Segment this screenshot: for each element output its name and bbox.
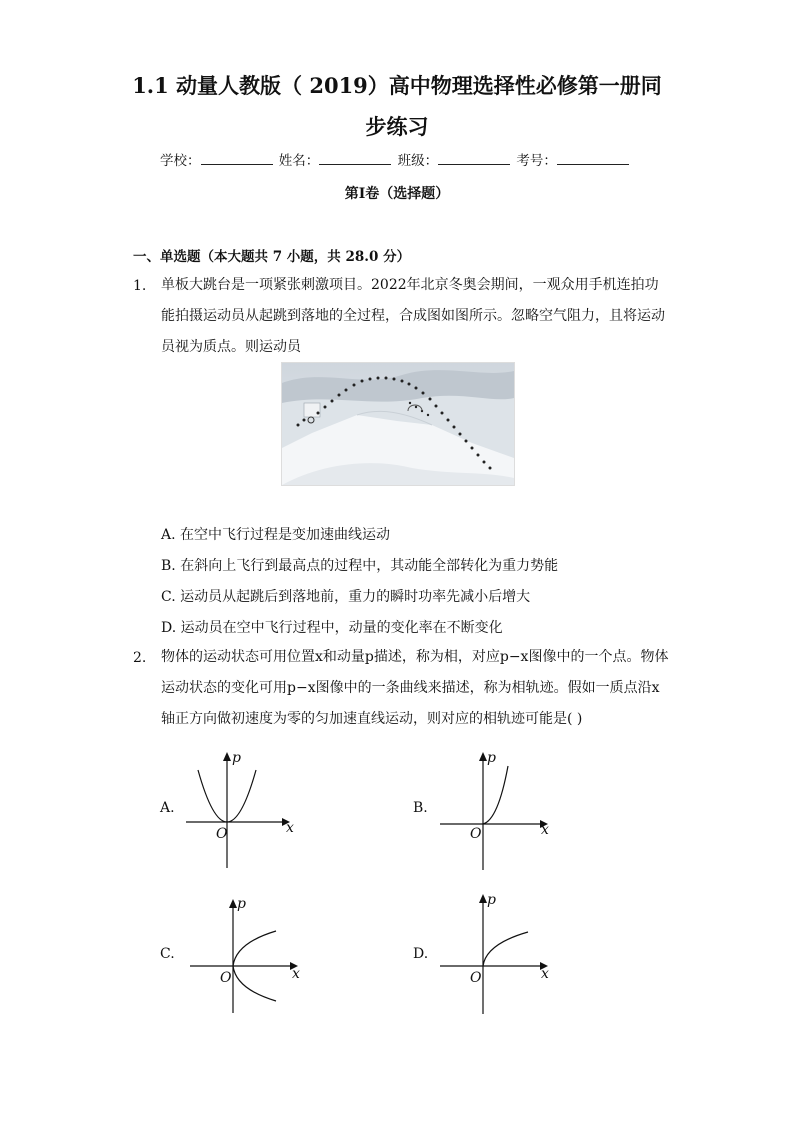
q2-stem <box>161 642 668 735</box>
school-blank[interactable] <box>201 152 273 165</box>
graph-d-x-label: x <box>541 966 549 982</box>
graph-a-origin-label: O <box>216 826 228 842</box>
graph-c-curve-lower <box>233 966 276 1001</box>
q1-line1: 单板大跳台是一项紧张刺激项目。2022年北京冬奥会期间，一观众用手机连拍功 <box>161 277 659 293</box>
q2-line3: 轴正方向做初速度为零的匀加速直线运动，则对应的相轨迹可能是( ) <box>161 711 583 727</box>
q2-line2: 运动状态的变化可用p−x图像中的一条曲线来描述，称为相轨迹。假如一质点沿x <box>161 680 660 696</box>
graph-d-origin-label: O <box>470 970 482 986</box>
class-label: 班级： <box>397 153 439 169</box>
q1-option-b[interactable]: B. 在斜向上飞行到最高点的过程中，其动能全部转化为重力势能 <box>161 558 559 574</box>
exam-no-blank[interactable] <box>557 152 629 165</box>
graph-a-label[interactable]: A. <box>160 800 175 816</box>
q1-option-d[interactable]: D. 运动员在空中飞行过程中，动量的变化率在不断变化 <box>161 620 503 636</box>
graph-c[interactable] <box>182 895 312 1020</box>
graph-b-label[interactable]: B. <box>413 800 428 816</box>
school-label: 学校： <box>160 153 201 169</box>
graph-a-p-label: p <box>232 750 241 766</box>
q2-line1: 物体的运动状态可用位置x和动量p描述，称为相，对应p−x图像中的一个点。物体 <box>161 649 669 665</box>
q1-stem <box>161 270 665 363</box>
graph-c-curve-upper <box>233 931 276 966</box>
graph-c-p-label: p <box>237 896 246 912</box>
student-info-line <box>160 149 631 169</box>
graph-b-origin-label: O <box>470 826 482 842</box>
doc-title-line1: 1.1 动量人教版（ 2019）高中物理选择性必修第一册同 <box>132 73 662 98</box>
graph-d-curve <box>483 932 528 966</box>
graph-c-label[interactable]: C. <box>160 946 175 962</box>
graph-c-origin-label: O <box>220 970 232 986</box>
section-title: 一、单选题（本大题共 7 小题，共 28.0 分） <box>133 249 411 265</box>
volume-title: 第I卷（选择题） <box>344 186 450 202</box>
doc-title-line2: 步练习 <box>365 114 429 139</box>
graph-b-x-label: x <box>541 822 549 838</box>
q1-option-a[interactable]: A. 在空中飞行过程是变加速曲线运动 <box>161 527 391 543</box>
graph-d-p-label: p <box>487 892 496 908</box>
name-blank[interactable] <box>319 152 391 165</box>
graph-d-label[interactable]: D. <box>413 946 429 962</box>
snowboard-jump-illustration <box>282 363 514 485</box>
q1-line3: 员视为质点。则运动员 <box>161 339 301 355</box>
graph-a-x-label: x <box>286 820 294 836</box>
graph-a[interactable] <box>178 748 308 873</box>
q2-number: 2. <box>133 650 147 666</box>
name-label: 姓名： <box>278 153 320 169</box>
graph-d[interactable] <box>432 890 562 1015</box>
graph-c-x-label: x <box>292 966 300 982</box>
snowboard-jump-photo <box>281 362 515 486</box>
graph-b-p-label: p <box>487 750 496 766</box>
q1-option-c[interactable]: C. 运动员从起跳后到落地前，重力的瞬时功率先减小后增大 <box>161 589 531 605</box>
graph-b[interactable] <box>432 748 562 873</box>
q1-number: 1. <box>133 278 147 294</box>
q1-line2: 能拍摄运动员从起跳到落地的全过程，合成图如图所示。忽略空气阻力，且将运动 <box>161 308 665 324</box>
class-blank[interactable] <box>438 152 510 165</box>
graph-b-curve <box>483 766 508 824</box>
exam-no-label: 考号： <box>516 153 557 169</box>
